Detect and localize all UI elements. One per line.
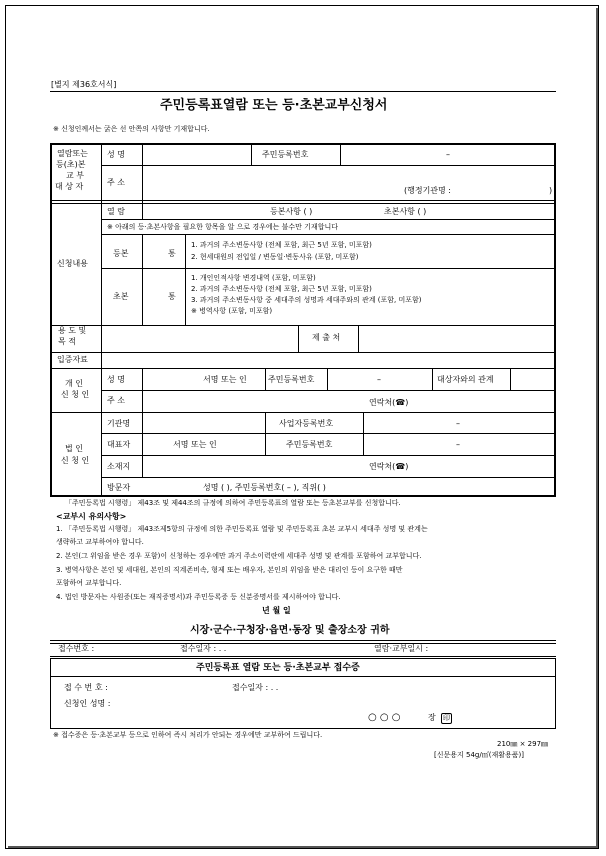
footer-note: ※ 접수증은 등·초본교부 등으로 인하여 즉시 처리가 안되는 경우에만 교부하여 드립니다. — [53, 731, 323, 739]
corp-phone-label: 연락처(☎) — [369, 462, 409, 471]
target-rrn-dash: – — [446, 150, 450, 159]
extract-item-2: 2. 과거의 주소변동사항 (전체 포함, 최근 5년 포함, 미포함) — [191, 285, 372, 293]
receipt-no-label: 접수번호 : — [58, 644, 95, 653]
biz-dash: – — [456, 419, 460, 428]
addressee: 시장·군수·구청장·읍면·동장 및 출장소장 귀하 — [190, 625, 390, 636]
target-label-1: 열람또는 — [57, 149, 88, 158]
copy-item-2: 2. 현세대원의 전입일 / 변동일·변동사유 (포함, 미포함) — [191, 253, 359, 261]
view-label: 열 람 — [107, 207, 125, 216]
relation-label: 대상자와의 관계 — [437, 375, 494, 384]
view-extract: 초본사항 ( ) — [384, 207, 427, 216]
notice-title: <교부시 유의사항> — [56, 512, 127, 521]
personal-name-label: 성 명 — [107, 375, 125, 384]
form-number: [별지 제36호서식] — [51, 80, 117, 89]
receipt-date-label: 접수일자 : . . — [180, 644, 227, 653]
receipt-title: 주민등록표 열람 또는 등·초본교부 접수증 — [196, 663, 360, 673]
corp-label-1: 법 인 — [65, 444, 83, 453]
law-text: 「주민등록법 시행령」 제43조 및 제44조의 규정에 의하여 주민등록표의 열람 또는 등초본교부를 신청합니다. — [65, 499, 401, 507]
personal-rrn-dash: – — [377, 375, 381, 384]
rep-label: 대표자 — [107, 440, 131, 449]
notice-1: 1. 「주민등록법 시행령」 제43조제5항의 규정에 의한 주민등록표 열람 및 주민등록표 초본 교부시 세대주 성명 및 관계는 — [56, 525, 428, 533]
extract-count: 통 — [168, 292, 176, 301]
extract-item-4: ※ 병역사항 (포함, 미포함) — [191, 307, 273, 315]
personal-rrn-label: 주민등록번호 — [268, 375, 315, 384]
biz-label: 사업자등록번호 — [279, 419, 334, 428]
paper-spec: [신문용지 54g/㎡(재활용품)] — [434, 751, 524, 759]
notice-3: 3. 병역사항은 본인 및 세대원, 본인의 직계존비속, 형제 또는 배우자, 본인의 위임을 받은 대리인 등이 요구한 때만 — [56, 566, 403, 574]
target-address-label: 주 소 — [107, 178, 125, 187]
addr-label: 소재지 — [107, 462, 131, 471]
visitor-text: 성명 ( ), 주민등록번호( – ), 직위( ) — [203, 483, 326, 492]
rep-rrn-dash: – — [456, 440, 460, 449]
target-admin-close: ) — [549, 186, 553, 195]
notice-1b: 생략하고 교부하여야 합니다. — [56, 538, 144, 546]
apply-label: 신청내용 — [57, 259, 88, 268]
receipt-no: 접 수 번 호 : — [64, 683, 108, 692]
extract-item-3: 3. 과거의 주소변동사항 중 세대주의 성명과 세대주와의 관계 (포함, 미포함) — [191, 296, 422, 304]
receipt-seal-name: ○ ○ ○ — [368, 712, 401, 723]
rep-sign: 서명 또는 인 — [173, 440, 217, 449]
visitor-label: 방문자 — [107, 483, 131, 492]
submit-label: 제 출 처 — [312, 333, 341, 342]
issue-label: 열람·교부일시 : — [374, 644, 429, 653]
target-admin: (행정기관명 : — [404, 186, 451, 195]
copy-label: 등본 — [113, 249, 129, 258]
personal-sign: 서명 또는 인 — [203, 375, 247, 384]
receipt-applicant: 신청인 성명 : — [64, 699, 111, 708]
view-copy: 등본사항 ( ) — [270, 207, 313, 216]
notice-4: 4. 법인 방문자는 사원증(또는 재직증명서)과 주민등록증 등 신분증명서를 제시하여야 합니다. — [56, 593, 341, 601]
apply-note: ※ 아래의 등·초본사항을 필요한 항목을 알 으로 경우에는 불수만 기재합니다 — [107, 223, 338, 231]
target-rrn-label: 주민등록번호 — [262, 150, 309, 159]
personal-phone-label: 연락처(☎) — [369, 398, 409, 407]
purpose-label-1: 용 도 및 — [58, 326, 87, 335]
rep-rrn-label: 주민등록번호 — [286, 440, 333, 449]
top-note: ※ 신청인께서는 굵은 선 안쪽의 사항만 기재합니다. — [53, 125, 210, 133]
notice-3b: 포함하여 교부합니다. — [56, 579, 122, 587]
receipt-date: 접수일자 : . . — [232, 683, 279, 692]
form-title: 주민등록표열람 또는 등·초본교부신청서 — [160, 98, 388, 113]
target-label-4: 대 상 자 — [55, 182, 84, 191]
personal-address-label: 주 소 — [107, 396, 125, 405]
personal-label-1: 개 인 — [65, 379, 83, 388]
copy-item-1: 1. 과거의 주소변동사항 (전체 포함, 최근 5년 포함, 미포함) — [191, 241, 372, 249]
receipt-seal-mark: 장 — [428, 713, 436, 722]
sign-date: 년 월 일 — [262, 606, 291, 615]
proof-label: 입증자료 — [57, 355, 88, 364]
copy-count: 통 — [168, 249, 176, 258]
corp-label-2: 신 청 인 — [61, 456, 90, 465]
target-label-2: 등(초)본 — [56, 160, 86, 169]
paper-size: 210㎜ × 297㎜ — [497, 740, 549, 748]
target-label-3: 교 부 — [66, 171, 84, 180]
target-name-label: 성 명 — [107, 150, 125, 159]
extract-item-1: 1. 개인인적사항 변경내역 (포함, 미포함) — [191, 274, 316, 282]
personal-label-2: 신 청 인 — [61, 390, 90, 399]
notice-2: 2. 본인(그 위임을 받은 경우 포함)이 신청하는 경우에만 과거 주소이력란에 세대주 성명 및 관계를 포함하여 교부합니다. — [56, 552, 422, 560]
org-label: 기관명 — [107, 419, 131, 428]
extract-label: 초본 — [113, 292, 129, 301]
purpose-label-2: 목 적 — [58, 337, 76, 346]
seal-stamp-icon: 印 — [443, 714, 450, 722]
